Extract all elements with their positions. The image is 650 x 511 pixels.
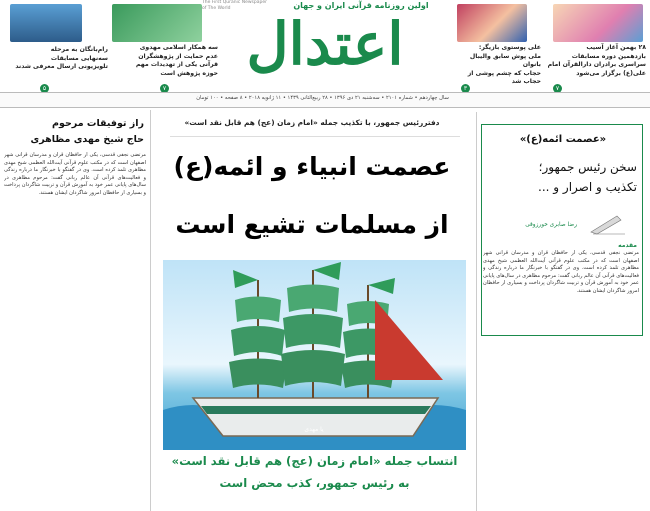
right-col-body: مرتضی نجفی قدسی، یکی از حافظان قرآن و مدرسان قرآنی شهر اصفهان است که در مکتب علوم قرآنی آیت‌الله العظمی شیخ مهدی مظاهری تلمذ کرده است. وی در گفتگو با خبرنگار ما درباره زندگی و فعالیت‌های قرآنی آن عالم ربانی گفت: مرحوم مظاهری در سال‌های پایانی عمر خود به آموزش قرآن و تربیت شاگردان پرداخت و بسیاری از حافظان امروز شاگردان ایشان هستند. xyxy=(483,250,639,294)
teaser-3-image xyxy=(457,4,527,42)
masthead-title: اعتدال xyxy=(246,10,404,78)
left-column-head1: راز توفیقات مرحوم xyxy=(52,118,144,129)
lead-caption-1: انتساب جمله «امام زمان (عج) هم قابل نقد است» xyxy=(171,454,458,468)
teaser-4-text: ۲۸ بهمن آغاز آسیب بازدهمین دوره مسابقات سراسری برادران دارالقرآن امام علی(ع) برگزار می‌شود xyxy=(547,44,646,77)
dateline-bar xyxy=(0,92,650,108)
right-col-head1: «عصمت ائمه(ع)» xyxy=(519,134,607,145)
lead-kicker: دفتررئیس جمهور، با تکذیب جمله «امام زمان (عج) هم قابل نقد است» xyxy=(184,118,440,127)
teaser-4-number: ۷ xyxy=(553,84,562,93)
sail-1c xyxy=(229,359,287,389)
sail-1a xyxy=(235,297,281,323)
masthead-english: The First Quranic Newspaper of The World xyxy=(202,0,267,11)
flag-1 xyxy=(233,270,258,288)
teaser-1-image xyxy=(10,4,82,42)
flag-2 xyxy=(313,262,341,280)
dateline: سال چهاردهم • شماره ۲۱۰۱ • سه‌شنبه ۲۱ دی ۱۳۹۶ • ۲۸ ربیع‌الثانی ۱۴۳۹ • ۱۱ ژانویه ۲۰۱۸ • ۸ صفحه • ۱۰۰ تومان xyxy=(196,95,449,101)
teaser-3-number: ۳ xyxy=(461,84,470,93)
flag-3 xyxy=(368,278,395,294)
quill-icon xyxy=(587,212,627,236)
left-column xyxy=(0,110,151,511)
teaser-1-text: رام‌بانگان به مرحله سه‌نهایی مسابقات تلویزیونی ارسال معرفی شدند xyxy=(15,46,108,71)
teaser-1-number: ۵ xyxy=(40,84,49,93)
ship-hull-band xyxy=(201,406,431,414)
right-col-head2: سخن رئیس جمهور؛ xyxy=(538,160,637,174)
teaser-1[interactable] xyxy=(2,0,112,92)
sail-1b xyxy=(231,326,285,356)
left-column-head2: حاج شیخ مهدی مظاهری xyxy=(30,134,144,145)
lead-illustration xyxy=(163,260,466,450)
lead-headline-2: از مسلمات تشیع است xyxy=(175,210,449,239)
kicker-rule xyxy=(170,136,460,137)
left-column-body: مرتضی نجفی قدسی، یکی از حافظان قرآن و مدرسان قرآنی شهر اصفهان است که در مکتب علوم قرآنی آیت‌الله العظمی شیخ مهدی مظاهری تلمذ کرده است. وی در گفتگو با خبرنگار ما درباره زندگی و فعالیت‌های قرآنی آن عالم ربانی گفت: مرحوم مظاهری در سال‌های پایانی عمر خود به آموزش قرآن و تربیت شاگردان پرداخت و بسیاری از حافظان امروز شاگردان ایشان هستند. xyxy=(4,152,146,196)
sail-2c xyxy=(281,350,345,386)
masthead xyxy=(200,0,450,92)
ship-flag-text: یا مهدی xyxy=(304,426,324,433)
right-col-intro-label: مقدمه xyxy=(618,242,637,249)
teaser-4-image xyxy=(553,4,643,42)
teaser-4[interactable] xyxy=(545,0,648,92)
masthead-subtitle: اولین روزنامه قرآنی ایران و جهان xyxy=(293,1,429,10)
teaser-2-text: سه همکار اسلامی مهدوی عدم حمایت از پژوهشگران قرآنی یکی از تهدیدات مهم حوزه پژوهش است xyxy=(135,44,218,77)
teaser-3-text: علی پوستوی بازیگر: ملی پوش سابق والیبال بانوان حجاب که چشم پوشی از حجاب شد xyxy=(467,44,541,86)
teaser-2-number: ۷ xyxy=(160,84,169,93)
sail-2b xyxy=(283,314,343,348)
teaser-2-image xyxy=(112,4,202,42)
right-col-head3: تکذیب و اصرار و ... xyxy=(538,180,637,194)
lead-headline-1: عصمت انبیاء و ائمه(ع) xyxy=(173,152,451,181)
teaser-3[interactable] xyxy=(455,0,543,92)
right-column xyxy=(476,112,649,511)
right-col-byline: رضا صابری خورزوقی xyxy=(525,222,577,228)
sail-2a xyxy=(287,285,339,313)
lead-caption-2: به رئیس جمهور، کذب محض است xyxy=(219,476,410,490)
